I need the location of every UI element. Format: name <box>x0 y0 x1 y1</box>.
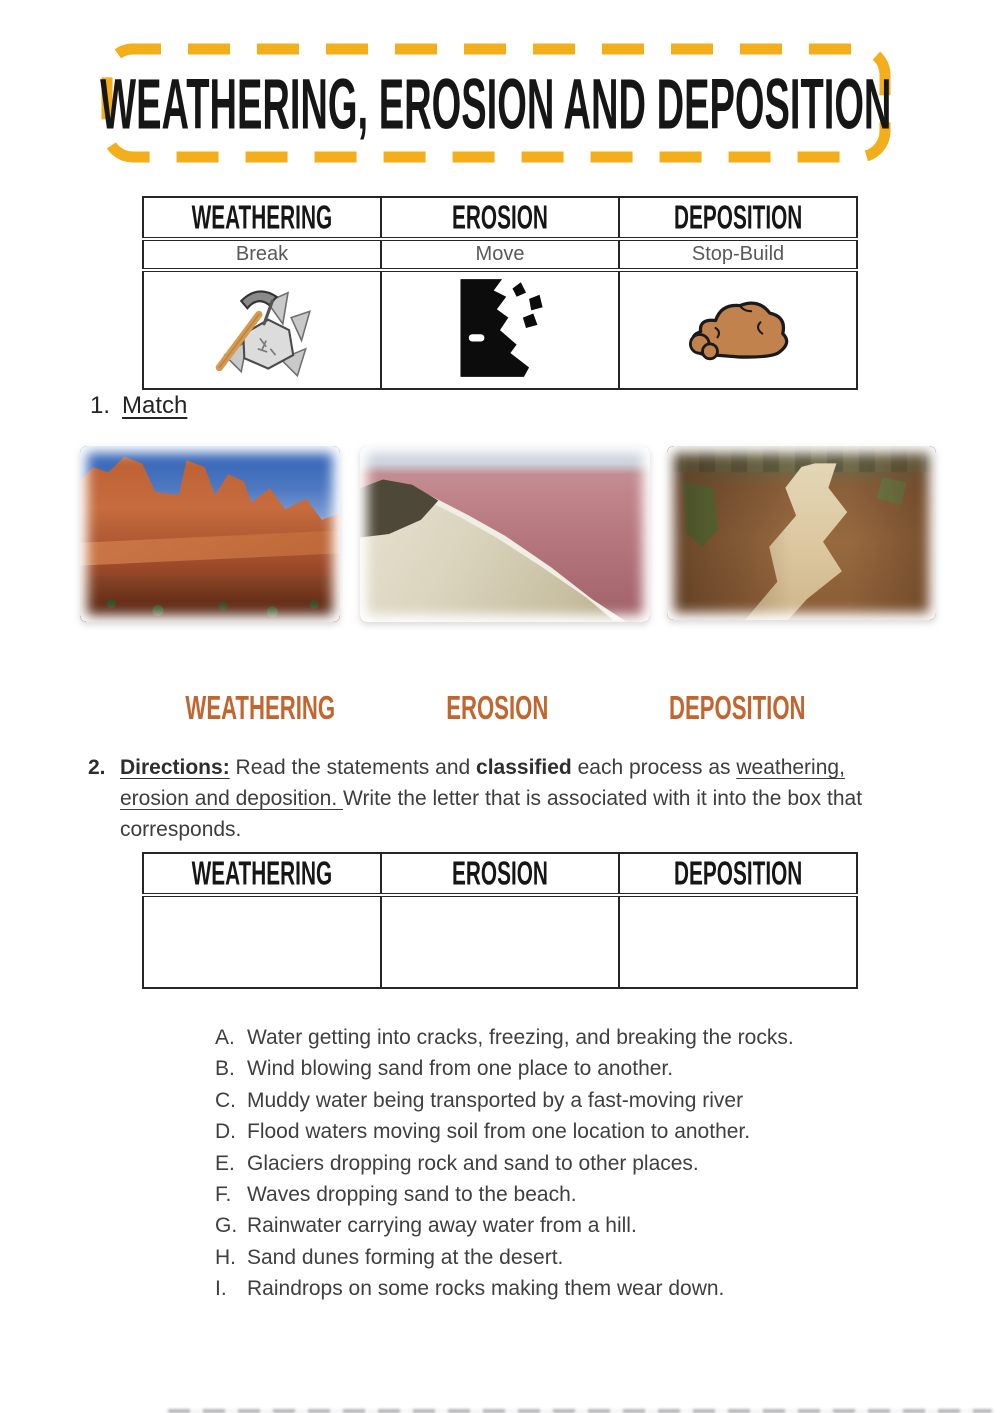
statement-row <box>215 1053 855 1084</box>
statement-letter: E. <box>215 1151 235 1175</box>
key-subtitle-move: Move <box>381 239 619 270</box>
statements-list <box>215 1022 855 1305</box>
directions-seg-bold: classified <box>476 756 572 779</box>
directions-seg: each process as <box>571 756 737 779</box>
eroded-gully-photo[interactable] <box>667 446 936 620</box>
dirt-mound-icon <box>682 276 794 380</box>
key-header-deposition: DEPOSITION <box>619 197 857 239</box>
statement-text: Raindrops on some rocks making them wear down. <box>247 1277 725 1301</box>
pink-lake-shoreline-photo[interactable] <box>360 446 650 622</box>
directions-number: 2. <box>88 756 106 779</box>
directions-seg: Write the letter that is associated with it into the box that corresponds. <box>120 787 863 841</box>
statement-row <box>215 1116 855 1147</box>
red-rock-formations-photo[interactable] <box>80 446 340 622</box>
statement-letter: D. <box>215 1120 236 1144</box>
statement-letter: F. <box>215 1183 232 1207</box>
title-banner <box>100 42 892 164</box>
statement-row <box>215 1148 855 1179</box>
answer-cell-weathering[interactable] <box>143 895 381 988</box>
answer-table-header-row <box>143 853 857 895</box>
cutoff-text-artifact <box>168 1409 992 1413</box>
answer-header-erosion: EROSION <box>381 853 619 895</box>
statement-row <box>215 1210 855 1241</box>
statement-letter: H. <box>215 1245 236 1269</box>
key-subtitle-break: Break <box>143 239 381 270</box>
answer-table <box>142 852 858 989</box>
statement-row <box>215 1242 855 1273</box>
page-title: WEATHERING, EROSION AND DEPOSITION <box>100 62 892 144</box>
pickaxe-rock-icon <box>206 276 318 380</box>
directions-seg-underlined: weathering, erosion and deposition. <box>120 756 845 810</box>
statement-row <box>215 1085 855 1116</box>
photo-talus <box>80 576 340 622</box>
key-header-weathering: WEATHERING <box>143 197 381 239</box>
photo-left-shadow <box>667 446 791 620</box>
key-table-header-row <box>143 197 857 239</box>
statement-text: Waves dropping sand to the beach. <box>247 1183 577 1207</box>
directions-block <box>88 752 904 845</box>
statement-letter: C. <box>215 1088 236 1112</box>
key-table-subtitle-row <box>143 239 857 270</box>
match-photos <box>80 446 936 622</box>
answer-header-weathering: WEATHERING <box>143 853 381 895</box>
match-answer-labels <box>0 689 1000 733</box>
directions-heading: Directions: <box>120 756 230 779</box>
statement-text: Wind blowing sand from one place to another. <box>247 1057 674 1081</box>
statement-text: Flood waters moving soil from one location to another. <box>247 1120 751 1144</box>
statement-row <box>215 1022 855 1053</box>
statement-text: Glaciers dropping rock and sand to other places. <box>247 1151 699 1175</box>
answer-header-deposition: DEPOSITION <box>619 853 857 895</box>
match-heading <box>90 392 187 420</box>
statement-row <box>215 1273 855 1304</box>
match-label-weathering[interactable]: WEATHERING <box>185 689 335 727</box>
statement-row <box>215 1179 855 1210</box>
answer-cell-deposition[interactable] <box>619 895 857 988</box>
statement-letter: A. <box>215 1026 235 1049</box>
key-table <box>142 196 858 390</box>
statement-text: Muddy water being transported by a fast-moving river <box>247 1088 744 1112</box>
key-table-icon-row <box>143 270 857 389</box>
statement-letter: G. <box>215 1214 238 1238</box>
photo-right-shadow <box>850 446 936 620</box>
key-header-erosion: EROSION <box>381 197 619 239</box>
directions-seg: Read the statements and <box>229 756 477 779</box>
match-label-erosion[interactable]: EROSION <box>445 689 549 727</box>
statement-text: Sand dunes forming at the desert. <box>247 1245 564 1269</box>
answer-cell-erosion[interactable] <box>381 895 619 988</box>
statement-letter: I. <box>215 1277 227 1301</box>
statement-text: Rainwater carrying away water from a hill. <box>247 1214 637 1238</box>
match-label-deposition[interactable]: DEPOSITION <box>668 689 806 727</box>
directions-text <box>120 752 904 845</box>
key-subtitle-stop-build: Stop-Build <box>619 239 857 270</box>
match-label: Match <box>122 392 188 419</box>
answer-table-input-row <box>143 895 857 988</box>
statement-letter: B. <box>215 1057 235 1081</box>
match-number: 1. <box>90 392 111 419</box>
falling-rocks-icon <box>444 276 556 380</box>
statement-text: Water getting into cracks, freezing, and breaking the rocks. <box>247 1026 794 1049</box>
